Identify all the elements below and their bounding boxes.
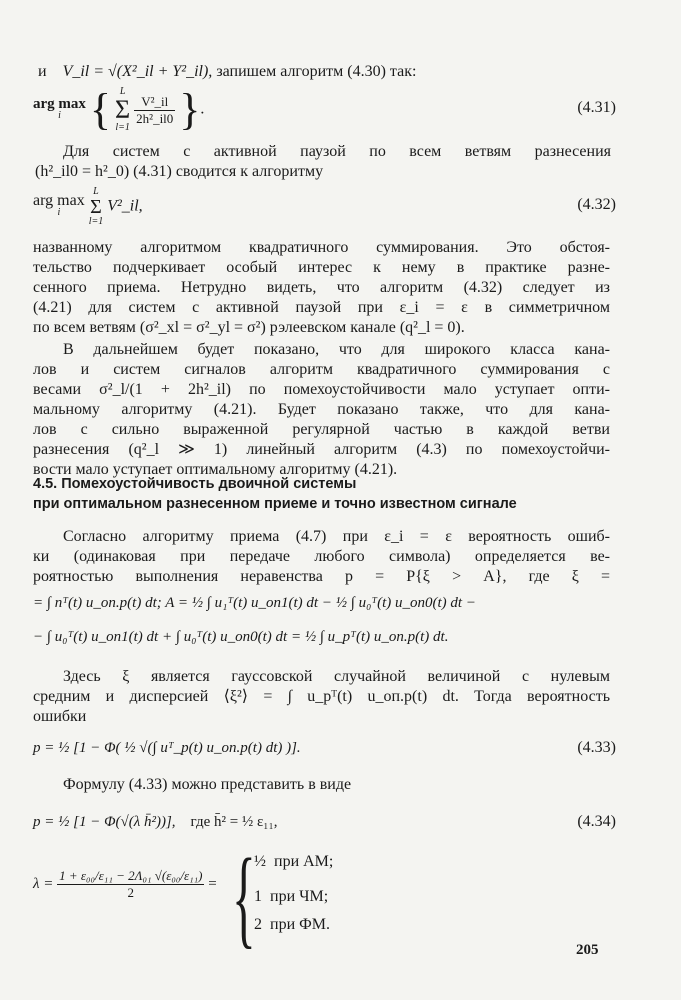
eq-4-34-where: где h̄² = ½ ε₁₁, bbox=[190, 814, 278, 830]
para3-line1: В дальнейшем будет показано, что для широкого класса кана- bbox=[63, 341, 610, 358]
para1-line2: (h²_il0 = h²_0) (4.31) сводится к алгоритму bbox=[35, 163, 324, 180]
case-fm-freq: 1 при ЧМ; bbox=[254, 888, 329, 905]
para2-line4: (4.21) для систем с активной паузой при ε_i = ε в симметричном bbox=[33, 299, 610, 316]
para2-line1: названному алгоритмом квадратичного суммирования. Это обстоя- bbox=[33, 239, 610, 256]
para3-line3: весами σ²_l/(1 + 2h²_il) по помехоустойчивости мало уступает опти- bbox=[33, 381, 610, 398]
para4-line1: Согласно алгоритму приема (4.7) при ε_i = ε вероятность ошиб- bbox=[63, 528, 610, 545]
case-pm: 2 при ФМ. bbox=[254, 916, 330, 933]
para3-line7: вости мало уступает оптимальному алгоритму (4.21). bbox=[33, 461, 398, 478]
para5-line3: ошибки bbox=[33, 708, 87, 725]
para3-line2: лов и систем сигналов алгоритм квадратичного суммирования с bbox=[33, 361, 610, 378]
sum-term: V²_il, bbox=[107, 197, 143, 215]
para3-line6: разнесения (q²_l ≫ 1) линейный алгоритм (4.3) по помехоустойчи- bbox=[33, 441, 610, 458]
para2-line3: сенного приема. Нетрудно видеть, что алгоритм (4.32) следует из bbox=[33, 279, 610, 296]
equation-4-32 bbox=[33, 186, 143, 232]
para5-line2: средним и дисперсией ⟨ξ²⟩ = ∫ u_pᵀ(t) u_оп.р(t) dt. Тогда вероятность bbox=[33, 688, 610, 705]
lambda-lhs: λ = bbox=[33, 875, 54, 892]
equation-4-31: arg max i { L Σ l=1 $\frac{\text{V²\_il}}{\text{2h²\_il0}}$ }. bbox=[33, 85, 205, 134]
formula-a-line2: − ∫ u₀ᵀ(t) u_оп1(t) dt + ∫ u₀ᵀ(t) u_оп0(t) dt = ½ ∫ u_pᵀ(t) u_оп.р(t) dt. bbox=[33, 629, 449, 645]
fraction: $\frac{\text{V²\_il}}{\text{2h²\_il0}}$ bbox=[136, 93, 174, 126]
para6: Формулу (4.33) можно представить в виде bbox=[63, 776, 352, 793]
sum-operator: L Σ l=1 bbox=[115, 86, 131, 133]
lambda-equals: = bbox=[208, 875, 217, 892]
intro-text: запишем алгоритм (4.30) так: bbox=[216, 63, 417, 80]
sum-operator: L Σ l=1 bbox=[88, 186, 104, 227]
para4-line2: ки (одинаковая при передаче любого символа) определяется ве- bbox=[33, 548, 610, 565]
eq-4-34-formula: p = ½ [1 − Φ(√(λ h̄²))], bbox=[33, 814, 176, 830]
cases-brace: { bbox=[232, 836, 256, 958]
para5-line1: Здесь ξ является гауссовской случайной величиной с нулевым bbox=[63, 668, 610, 685]
equation-number-4-34: (4.34) bbox=[577, 813, 616, 830]
argmax-operator: arg max i bbox=[33, 96, 86, 121]
para2-line5: по всем ветвям (σ²_xl = σ²_yl = σ²) рэлеевском канале (q²_l = 0). bbox=[33, 319, 465, 336]
para4-line3: роятностью выполнения неравенства p = P{ξ > A}, где ξ = bbox=[33, 568, 610, 585]
para3-line4: мальному алгоритму (4.21). Будет показано также, что для кана- bbox=[33, 401, 610, 418]
equation-4-34 bbox=[33, 812, 277, 832]
equation-4-33: p = ½ [1 − Φ( ½ √(∫ uᵀ_p(t) u_оп.р(t) dt) )]. bbox=[33, 740, 301, 756]
section-heading-line2: при оптимальном разнесенном приеме и точно известном сигнале bbox=[33, 496, 517, 512]
case-am: ½ при АМ; bbox=[254, 853, 334, 870]
para2-line2: тельство подчеркивает особый интерес к нему в практике разне- bbox=[33, 259, 610, 276]
para3-line5: лов с сильно выраженной регулярной частью в каждой ветви bbox=[33, 421, 610, 438]
intro-formula: V_il = √(X²_il + Y²_il), bbox=[62, 63, 213, 80]
section-heading-line1: 4.5. Помехоустойчивость двоичной системы bbox=[33, 476, 357, 492]
left-brace: { bbox=[89, 85, 112, 134]
intro-line bbox=[38, 62, 416, 82]
equation-number-4-31: (4.31) bbox=[577, 99, 616, 116]
equation-number-4-32: (4.32) bbox=[577, 196, 616, 213]
argmax-operator: arg max i bbox=[33, 192, 85, 218]
page-number: 205 bbox=[576, 942, 599, 958]
formula-a-line1: = ∫ nᵀ(t) u_оп.р(t) dt; A = ½ ∫ u₁ᵀ(t) u_оп1(t) dt − ½ ∫ u₀ᵀ(t) u_оп0(t) dt − bbox=[33, 595, 476, 611]
lambda-definition bbox=[33, 868, 217, 901]
lambda-fraction: $\frac{\text{1 + ε₀₀/ε₁₁ − 2Λ₀₁ √(ε₀₀/ε₁₁)}}{2}$ bbox=[59, 868, 203, 900]
equation-number-4-33: (4.33) bbox=[577, 739, 616, 756]
intro-prefix: и bbox=[38, 63, 47, 80]
right-brace: } bbox=[179, 85, 201, 134]
para1-line1: Для систем с активной паузой по всем ветвям разнесения bbox=[63, 143, 611, 160]
